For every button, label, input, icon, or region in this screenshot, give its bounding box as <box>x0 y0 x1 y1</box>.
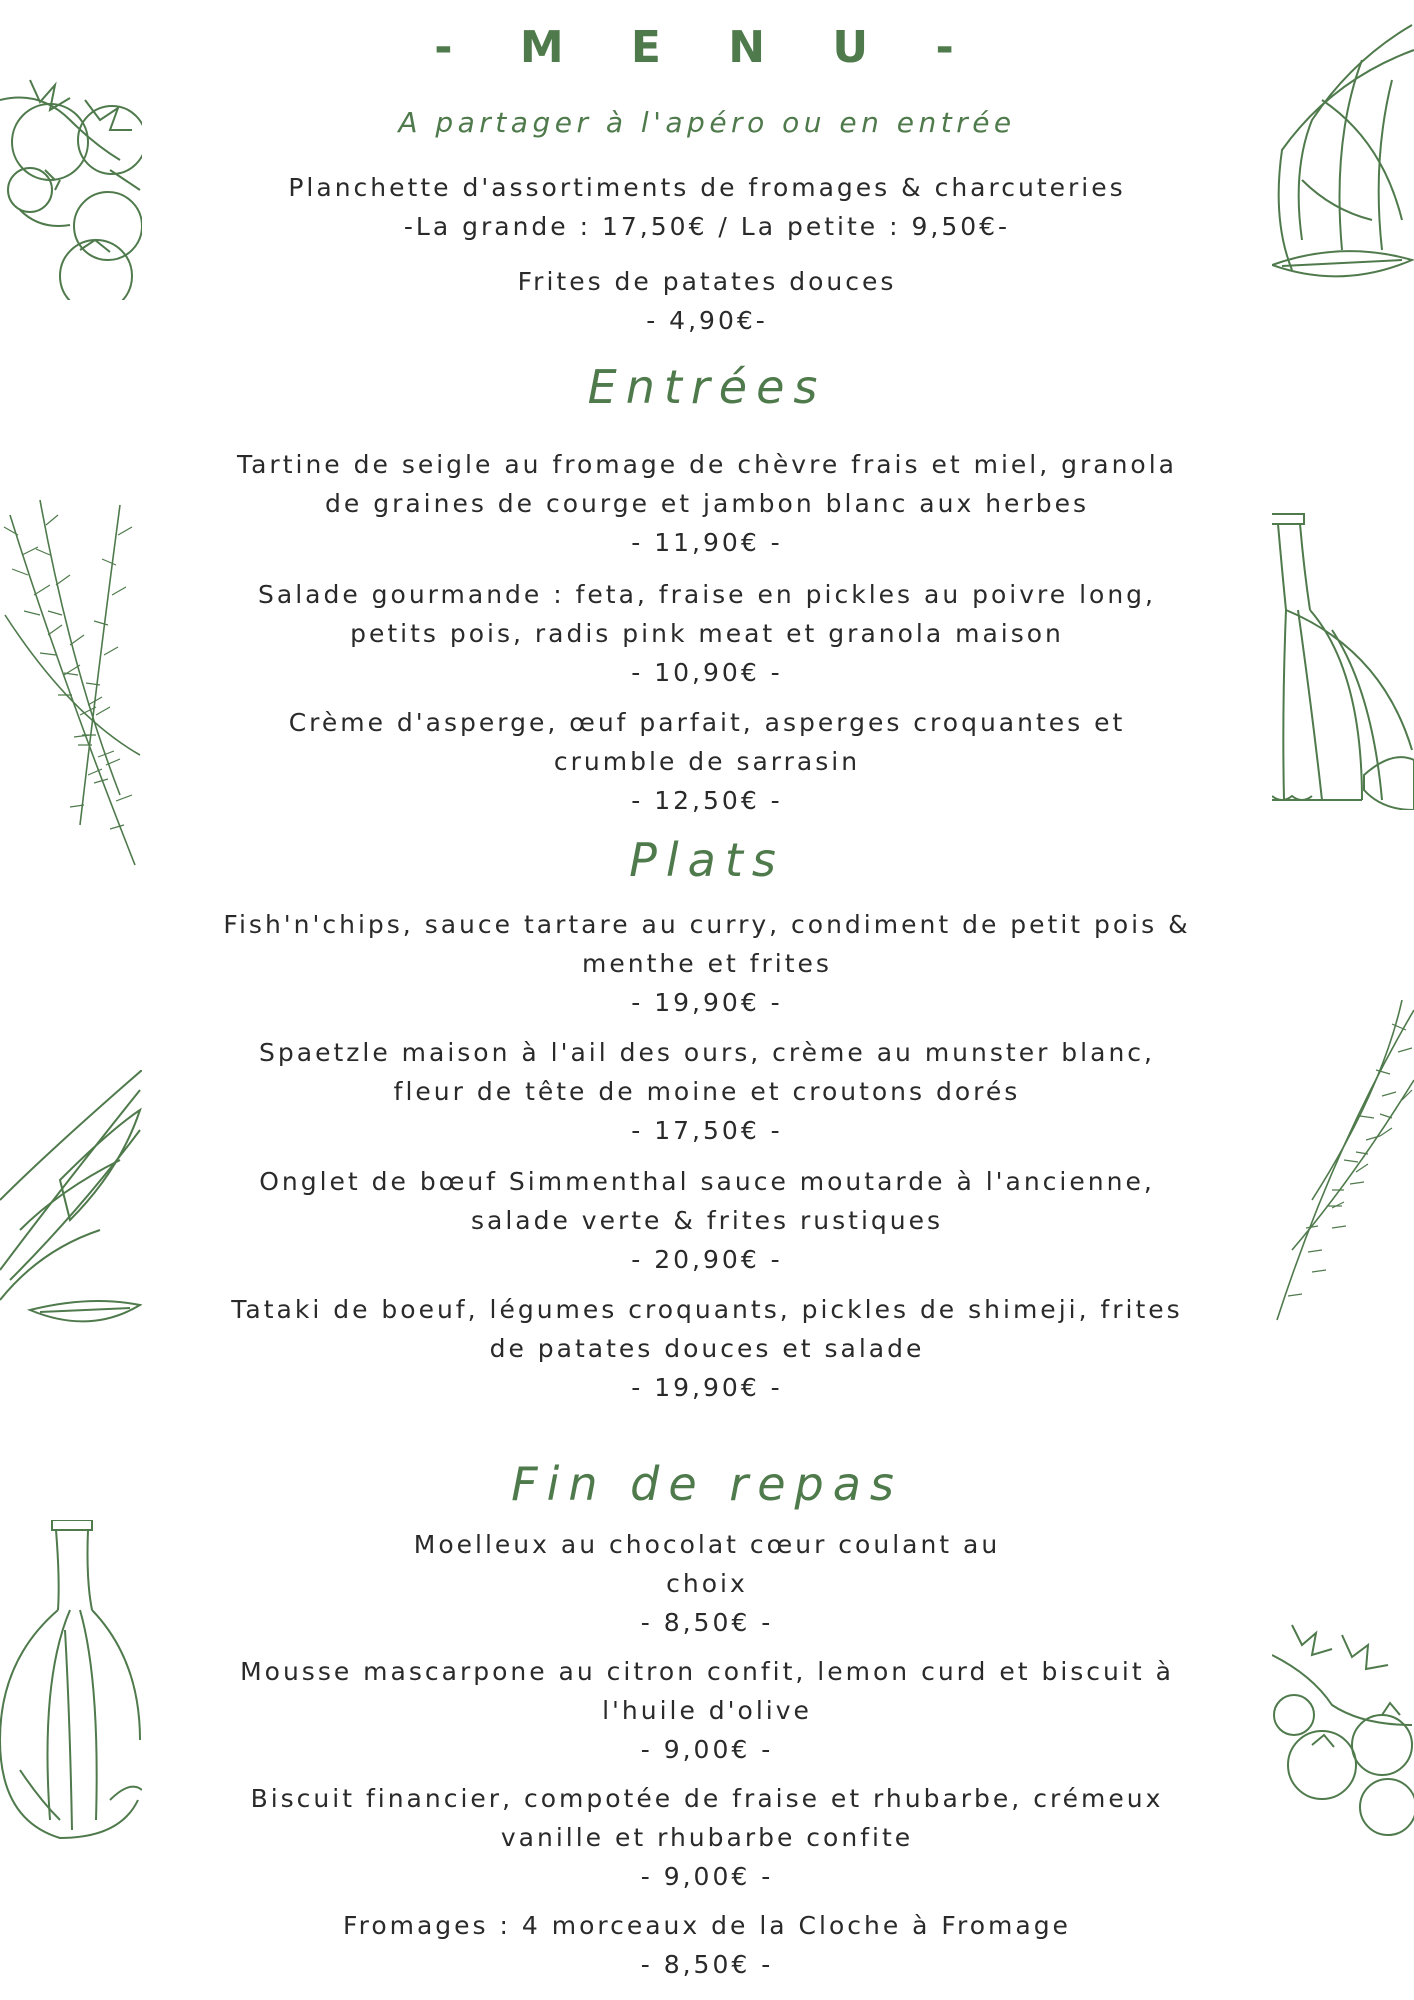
item-name-line1: Tataki de boeuf, légumes croquants, pickles de shimeji, frites <box>231 1295 1183 1324</box>
item-price: - 4,90€- <box>646 306 768 335</box>
item-price: -La grande : 17,50€ / La petite : 9,50€- <box>403 212 1011 241</box>
item-price: - 19,90€ - <box>631 1373 783 1402</box>
menu-item <box>170 575 1244 692</box>
item-name-line1: Tartine de seigle au fromage de chèvre frais et miel, granola <box>236 450 1177 479</box>
item-name-line1: Spaetzle maison à l'ail des ours, crème au munster blanc, <box>259 1038 1155 1067</box>
item-name: Frites de patates douces <box>517 267 897 296</box>
tomato-icon <box>1272 1615 1414 1840</box>
item-name-line2: vanille et rhubarbe confite <box>500 1823 914 1852</box>
menu-item <box>170 1290 1244 1407</box>
menu-item <box>170 1652 1244 1769</box>
herb-leaf-icon <box>0 1070 142 1335</box>
aperitif-subtitle: A partager à l'apéro ou en entrée <box>398 106 1016 139</box>
menu-item <box>170 905 1244 1022</box>
item-name-line1: Mousse mascarpone au citron confit, lemon curd et biscuit à <box>240 1657 1174 1686</box>
menu-item <box>170 703 1244 820</box>
item-name-line1: Moelleux au chocolat cœur coulant au <box>413 1530 1001 1559</box>
section-title-plats: Plats <box>629 833 785 887</box>
item-name-line2: choix <box>666 1569 748 1598</box>
menu-item <box>170 1779 1244 1896</box>
item-name-line2: salade verte & frites rustiques <box>470 1206 944 1235</box>
menu-item <box>170 1162 1244 1279</box>
garlic-icon <box>1272 510 1414 810</box>
rosemary-icon <box>1272 1000 1414 1330</box>
item-name-line2: l'huile d'olive <box>602 1696 812 1725</box>
item-name-line1: Salade gourmande : feta, fraise en pickles au poivre long, <box>258 580 1156 609</box>
item-name-line2: menthe et frites <box>582 949 832 978</box>
garlic-icon <box>0 1520 142 1840</box>
item-name-line2: fleur de tête de moine et croutons dorés <box>393 1077 1021 1106</box>
item-price: - 9,00€ - <box>640 1862 774 1891</box>
item-name: Planchette d'assortiments de fromages & charcuteries <box>288 173 1126 202</box>
item-name-line1: Onglet de bœuf Simmenthal sauce moutarde à l'ancienne, <box>259 1167 1155 1196</box>
rosemary-icon <box>0 495 142 870</box>
item-price: - 9,00€ - <box>640 1735 774 1764</box>
item-price: - 12,50€ - <box>631 786 783 815</box>
item-price: - 8,50€ - <box>640 1950 774 1979</box>
menu-item <box>170 1033 1244 1150</box>
item-price: - 17,50€ - <box>631 1116 783 1145</box>
item-price: - 20,90€ - <box>631 1245 783 1274</box>
section-title-entrees: Entrées <box>587 360 827 414</box>
item-name-line2: crumble de sarrasin <box>553 747 861 776</box>
item-name-line1: Biscuit financier, compotée de fraise et rhubarbe, crémeux <box>250 1784 1164 1813</box>
menu-title: - M E N U - <box>434 22 980 73</box>
tomato-icon <box>0 30 142 300</box>
menu-item <box>170 262 1244 340</box>
item-price: - 8,50€ - <box>640 1608 774 1637</box>
item-name-line1: Crème d'asperge, œuf parfait, asperges croquantes et <box>288 708 1126 737</box>
menu-item <box>170 1525 1244 1642</box>
menu-item <box>170 168 1244 246</box>
leek-icon <box>1272 20 1414 290</box>
item-price: - 11,90€ - <box>631 528 783 557</box>
menu-item <box>170 445 1244 562</box>
item-name-line2: petits pois, radis pink meat et granola maison <box>350 619 1064 648</box>
menu-item <box>170 1906 1244 1984</box>
item-name-line2: de graines de courge et jambon blanc aux herbes <box>325 489 1089 518</box>
section-title-desserts: Fin de repas <box>511 1457 903 1511</box>
item-name-line1: Fromages : 4 morceaux de la Cloche à Fromage <box>343 1911 1071 1940</box>
item-price: - 19,90€ - <box>631 988 783 1017</box>
item-name-line2: de patates douces et salade <box>489 1334 925 1363</box>
item-price: - 10,90€ - <box>631 658 783 687</box>
item-name-line1: Fish'n'chips, sauce tartare au curry, condiment de petit pois & <box>223 910 1191 939</box>
